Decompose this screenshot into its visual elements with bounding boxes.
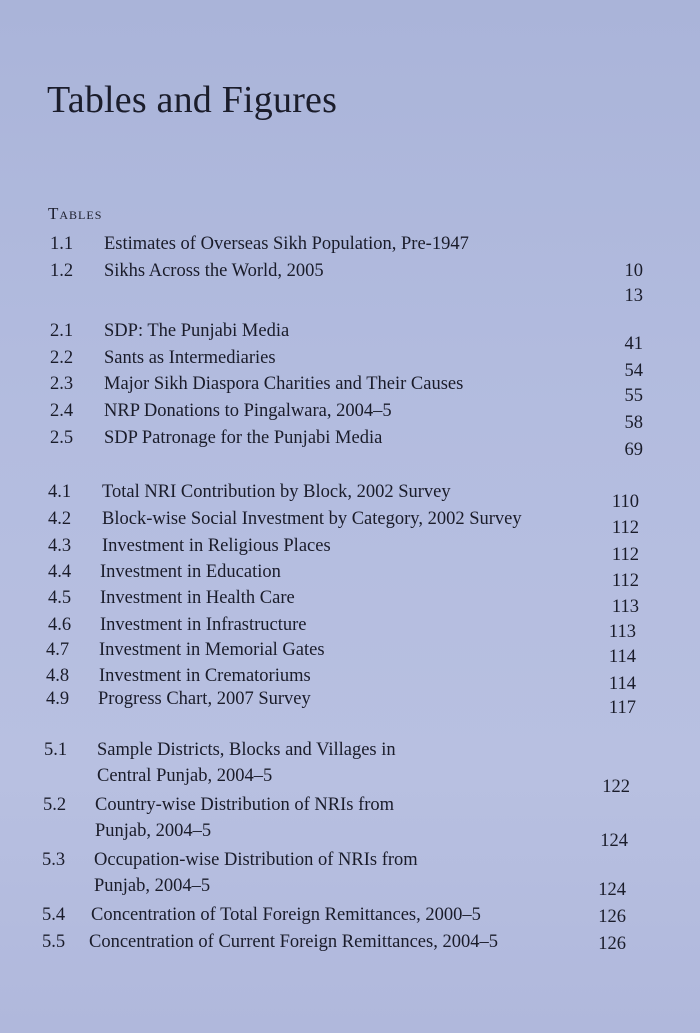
table-number: 4.4 [48, 562, 72, 582]
page-title: Tables and Figures [47, 79, 338, 121]
table-number: 2.2 [50, 348, 74, 368]
table-number: 1.2 [50, 261, 74, 281]
table-title: Block-wise Social Investment by Category, 2002 Survey [102, 509, 522, 529]
page-number: 126 [598, 934, 626, 954]
table-title: Estimates of Overseas Sikh Population, Pre-1947 [104, 234, 469, 254]
page-number: 113 [608, 622, 636, 642]
table-number: 2.5 [50, 428, 74, 448]
table-title: NRP Donations to Pingalwara, 2004–5 [104, 401, 392, 421]
page-number: 54 [624, 361, 643, 381]
table-number: 4.8 [46, 666, 70, 686]
table-title: Investment in Infrastructure [100, 615, 307, 635]
page-number: 69 [624, 440, 643, 460]
page-number: 55 [624, 386, 643, 406]
table-title: Central Punjab, 2004–5 [97, 766, 273, 786]
table-title: Total NRI Contribution by Block, 2002 Survey [102, 482, 451, 502]
table-title: Investment in Crematoriums [99, 666, 311, 686]
table-number: 4.7 [46, 640, 70, 660]
table-title: Punjab, 2004–5 [94, 876, 211, 896]
table-number: 4.6 [48, 615, 72, 635]
table-title: Sample Districts, Blocks and Villages in [97, 740, 396, 760]
table-number: 4.1 [48, 482, 72, 502]
table-number: 5.3 [42, 850, 66, 870]
page-number: 10 [624, 261, 643, 281]
table-number: 4.3 [48, 536, 72, 556]
table-title: Punjab, 2004–5 [95, 821, 212, 841]
page-number: 110 [611, 492, 639, 512]
table-title: SDP Patronage for the Punjabi Media [104, 428, 383, 448]
table-number: 4.2 [48, 509, 72, 529]
table-title: Investment in Religious Places [102, 536, 331, 556]
page-number: 112 [611, 545, 639, 565]
page-number: 113 [611, 597, 639, 617]
page-number: 122 [602, 777, 630, 797]
page-number: 112 [611, 571, 639, 591]
page-number: 114 [608, 674, 636, 694]
table-title: Sikhs Across the World, 2005 [104, 261, 324, 281]
table-title: Country-wise Distribution of NRIs from [95, 795, 395, 815]
table-title: Investment in Education [100, 562, 281, 582]
table-number: 5.5 [42, 932, 66, 952]
table-number: 5.2 [43, 795, 67, 815]
page-number: 13 [624, 286, 643, 306]
table-number: 4.5 [48, 588, 72, 608]
table-title: Concentration of Total Foreign Remittances, 2000–5 [91, 905, 481, 925]
page-number: 126 [598, 907, 626, 927]
table-number: 2.1 [50, 321, 74, 341]
table-title: SDP: The Punjabi Media [104, 321, 290, 341]
page-number: 58 [624, 413, 643, 433]
page-number: 41 [624, 334, 643, 354]
page-number: 112 [611, 518, 639, 538]
section-heading-tables: Tables [48, 204, 103, 223]
table-title: Sants as Intermediaries [104, 348, 276, 368]
table-title: Progress Chart, 2007 Survey [98, 689, 311, 709]
page-number: 124 [600, 831, 628, 851]
table-number: 2.4 [50, 401, 74, 421]
table-title: Occupation-wise Distribution of NRIs from [94, 850, 418, 870]
page-number: 117 [608, 698, 636, 718]
table-title: Investment in Health Care [100, 588, 295, 608]
table-title: Major Sikh Diaspora Charities and Their Causes [104, 374, 464, 394]
table-number: 2.3 [50, 374, 74, 394]
table-title: Investment in Memorial Gates [99, 640, 325, 660]
table-title: Concentration of Current Foreign Remittances, 2004–5 [89, 932, 498, 952]
page-number: 124 [598, 880, 626, 900]
table-number: 5.1 [44, 740, 68, 760]
table-number: 1.1 [50, 234, 74, 254]
table-number: 5.4 [42, 905, 66, 925]
page-number: 114 [608, 647, 636, 667]
table-number: 4.9 [46, 689, 70, 709]
